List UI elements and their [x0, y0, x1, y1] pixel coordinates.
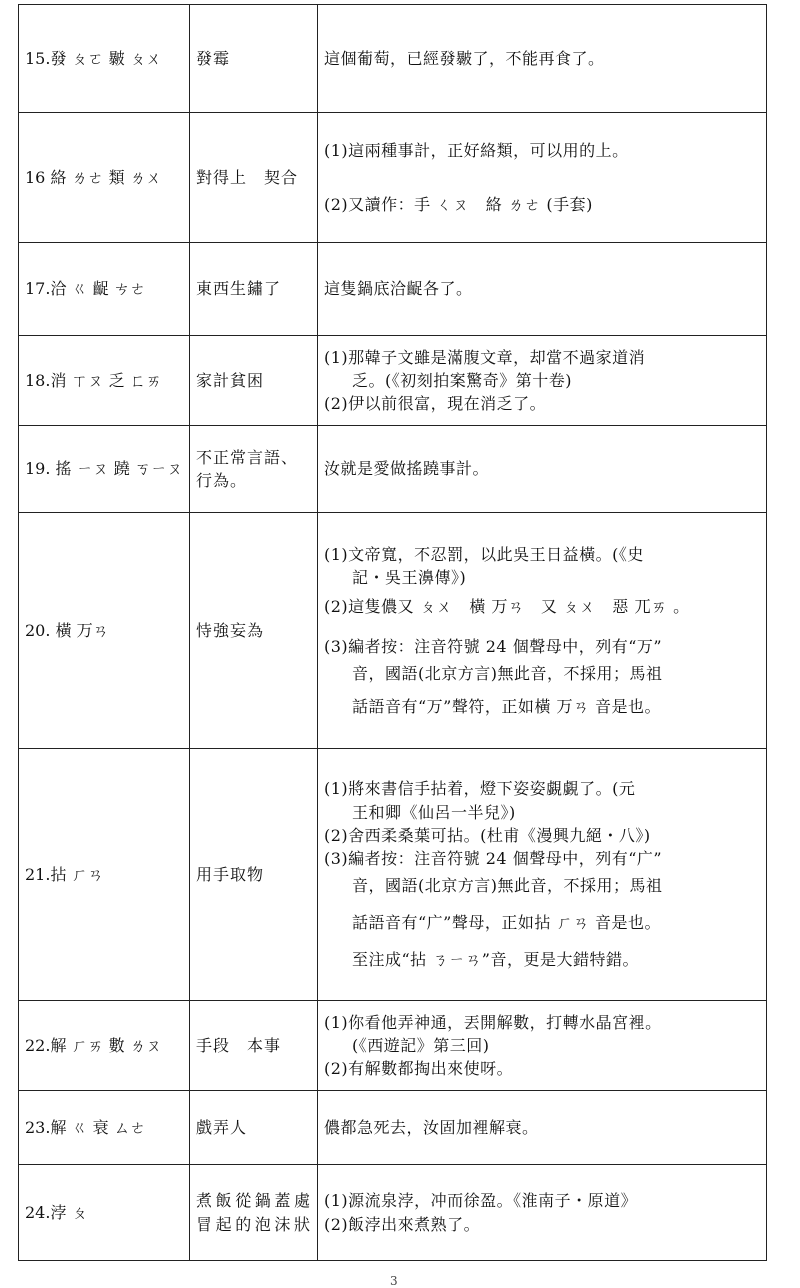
example-cell [318, 1165, 767, 1261]
table-row [19, 426, 767, 513]
example-line: (1)文帝寬，不忍罰，以此吳王日益橫。(《史 [324, 544, 644, 564]
example-line: (1)源流泉浡，冲而徐盈。《淮南子・原道》 [324, 1191, 638, 1211]
example-line: (2)這隻儂又 ㄆㄨ 橫 ㄪㄢ 又 ㄆㄨ 惡 ㄫㄞ 。 [324, 597, 690, 617]
term-cell: 17.洽 ㄍ 齪 ㄘㄜ [19, 243, 190, 336]
example-cell [318, 426, 767, 513]
table-row [19, 243, 767, 336]
table-row [19, 749, 767, 1001]
example-line: 話語音有“广”聲母，正如拈 ㄏㄢ 音是也。 [352, 913, 662, 933]
example-cell [318, 749, 767, 1001]
example-line: (2)有解數都掏出來使呀。 [324, 1059, 514, 1079]
term-cell: 21.拈 ㄏㄢ [19, 749, 190, 1001]
example-line: 音，國語(北京方言)無此音，不採用；馬祖 [352, 663, 663, 683]
meaning-cell: 發霉 [190, 5, 318, 113]
term-cell: 20. 橫 ㄪㄢ [19, 513, 190, 749]
meaning-cell: 不正常言語、行為。 [190, 426, 318, 513]
example-cell [318, 1001, 767, 1091]
example-line: 記・吳王濞傳》) [352, 568, 467, 588]
meaning-cell: 戲弄人 [190, 1091, 318, 1165]
term-cell: 23.解 ㄍ 衰 ㄙㄜ [19, 1091, 190, 1165]
meaning-cell: 對得上 契合 [190, 113, 318, 243]
example-line: 汝就是愛做搖蹺事計。 [324, 459, 490, 479]
meaning-cell: 東西生鏽了 [190, 243, 318, 336]
page-number: 3 [390, 1274, 398, 1288]
example-line: 音，國語(北京方言)無此音，不採用；馬祖 [352, 876, 663, 896]
term-cell: 24.浡 ㄆ [19, 1165, 190, 1261]
example-cell [318, 336, 767, 426]
example-line: 話語音有“万”聲符，正如橫 ㄪㄢ 音是也。 [352, 696, 662, 716]
meaning-cell: 手段 本事 [190, 1001, 318, 1091]
example-line: (3)編者按：注音符號 24 個聲母中，列有“广” [324, 848, 663, 868]
meaning-cell: 家計貧困 [190, 336, 318, 426]
vocabulary-table [18, 4, 767, 1261]
example-cell [318, 513, 767, 749]
table-row [19, 113, 767, 243]
example-line: 儂都急死去，汝固加裡解衰。 [324, 1117, 539, 1137]
example-line: 乏。(《初刻拍案驚奇》第十卷) [352, 370, 572, 390]
table-row [19, 1001, 767, 1091]
example-line: (1)你看他弄神通，丟開解數，打轉水晶宮裡。 [324, 1012, 662, 1032]
example-line: (3)編者按：注音符號 24 個聲母中，列有“万” [324, 636, 663, 656]
meaning-cell: 恃強妄為 [190, 513, 318, 749]
table-row [19, 513, 767, 749]
term-cell: 19. 搖 ㄧㄡ 蹺 ㄎㄧㄡ [19, 426, 190, 513]
example-cell [318, 243, 767, 336]
table-row [19, 336, 767, 426]
term-cell: 16 絡 ㄌㄜ 類 ㄌㄨ [19, 113, 190, 243]
term-cell: 15.發 ㄆㄛ 㿺 ㄆㄨ [19, 5, 190, 113]
meaning-text: 煮飯從鍋蓋處冒起的泡沫狀 [196, 1191, 311, 1234]
table-row [19, 1165, 767, 1261]
example-line: (1)那韓子文雖是滿腹文章，却當不過家道消 [324, 347, 646, 367]
example-line: (1)將來書信手拈着，燈下姿姿覷覷了。(元 [324, 779, 636, 799]
example-line: 王和卿《仙呂一半兒》) [352, 802, 516, 822]
example-cell [318, 5, 767, 113]
example-line: 這個葡萄，已經發㿺了，不能再食了。 [324, 48, 605, 68]
meaning-cell [190, 1165, 318, 1261]
example-line: (2)伊以前很富，現在消乏了。 [324, 394, 547, 414]
example-line: (2)又讀作：手 ㄑㄡ 絡 ㄌㄜ (手套) [324, 194, 593, 214]
table-row [19, 5, 767, 113]
table-row [19, 1091, 767, 1165]
example-cell [318, 113, 767, 243]
example-line: 至注成“拈 ㄋㄧㄢ”音，更是大錯特錯。 [352, 950, 639, 970]
example-line: (1)這兩種事計，正好絡類，可以用的上。 [324, 141, 629, 161]
example-line: (《西遊記》第三回) [352, 1035, 490, 1055]
term-cell: 18.消 ㄒㄡ 乏 ㄈㄞ [19, 336, 190, 426]
term-cell: 22.解 ㄏㄞ 數 ㄌㄡ [19, 1001, 190, 1091]
example-cell [318, 1091, 767, 1165]
meaning-cell: 用手取物 [190, 749, 318, 1001]
example-line: (2)舍西柔桑葉可拈。(杜甫《漫興九絕・八》) [324, 825, 651, 845]
example-line: 這隻鍋底洽齪各了。 [324, 279, 473, 299]
example-line: (2)飯浡出來煮熟了。 [324, 1214, 481, 1234]
